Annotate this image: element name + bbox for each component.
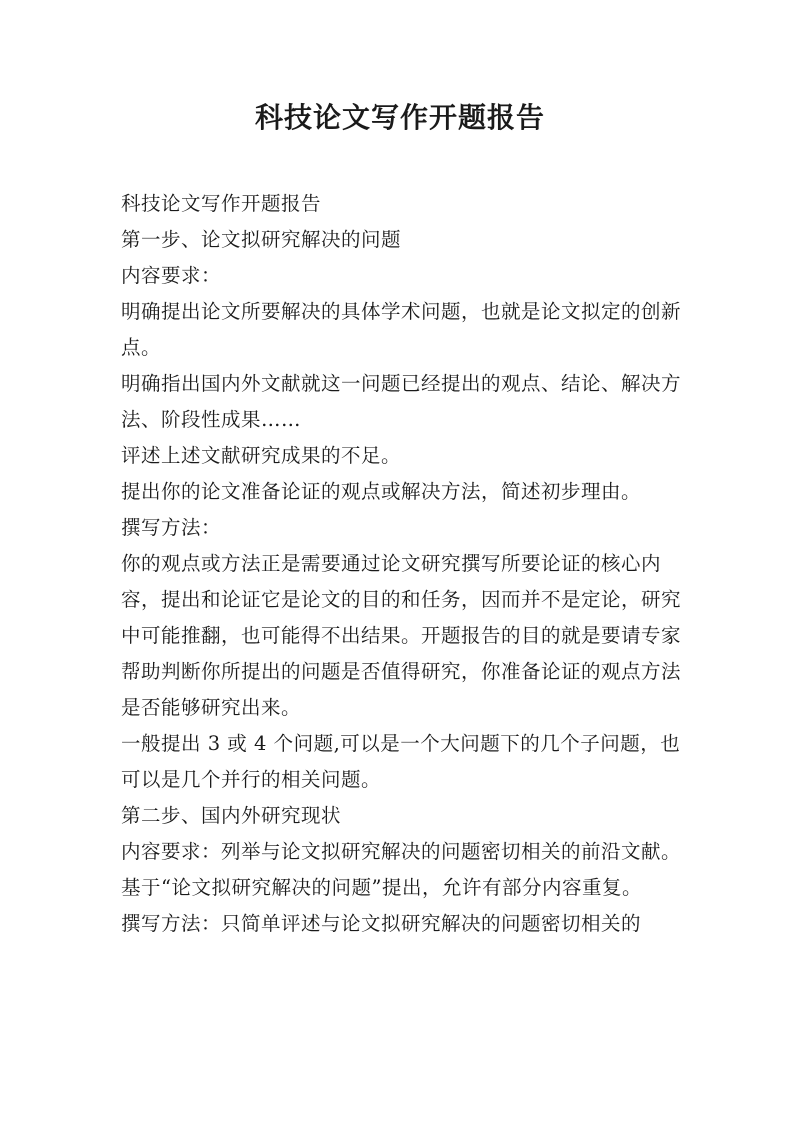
paragraph-step-two: 第二步、国内外研究现状 — [121, 804, 342, 827]
paragraph-requirement-4: 提出你的论文准备论证的观点或解决方法，简述初步理由。 — [121, 480, 642, 503]
paragraph-step-one: 第一步、论文拟研究解决的问题 — [121, 228, 402, 251]
paragraph-step-two-requirements: 内容要求：列举与论文拟研究解决的问题密切相关的前沿文献。基于“论文拟研究解决的问题”提出，允许有部分内容重复。 — [121, 840, 682, 899]
document-title: 科技论文写作开题报告 — [254, 101, 545, 134]
paragraph-writing-method: 撰写方法： — [121, 516, 222, 539]
paragraph-requirement-3: 评述上述文献研究成果的不足。 — [121, 444, 402, 467]
paragraph-writing-method-detail: 你的观点或方法正是需要通过论文研究撰写所要论证的核心内容，提出和论证它是论文的目的和任务，因而并不是定论，研究中可能推翻，也可能得不出结果。开题报告的目的就是要请专家帮助判断你所提出的问题是否值得研究，你准备论证的观点方法是否能够研究出来。 — [121, 552, 682, 719]
document-body — [121, 186, 687, 942]
paragraph-step-two-method: 撰写方法：只简单评述与论文拟研究解决的问题密切相关的 — [121, 912, 642, 935]
paragraph-requirement-1: 明确提出论文所要解决的具体学术问题，也就是论文拟定的创新点。 — [121, 300, 682, 359]
paragraph-content-requirements: 内容要求： — [121, 264, 222, 287]
paragraph-heading-repeat: 科技论文写作开题报告 — [121, 192, 322, 215]
paragraph-requirement-2: 明确指出国内外文献就这一问题已经提出的观点、结论、解决方法、阶段性成果…… — [121, 372, 682, 431]
paragraph-question-count: 一般提出 3 或 4 个问题,可以是一个大问题下的几个子问题，也可以是几个并行的相关问题。 — [121, 732, 681, 791]
